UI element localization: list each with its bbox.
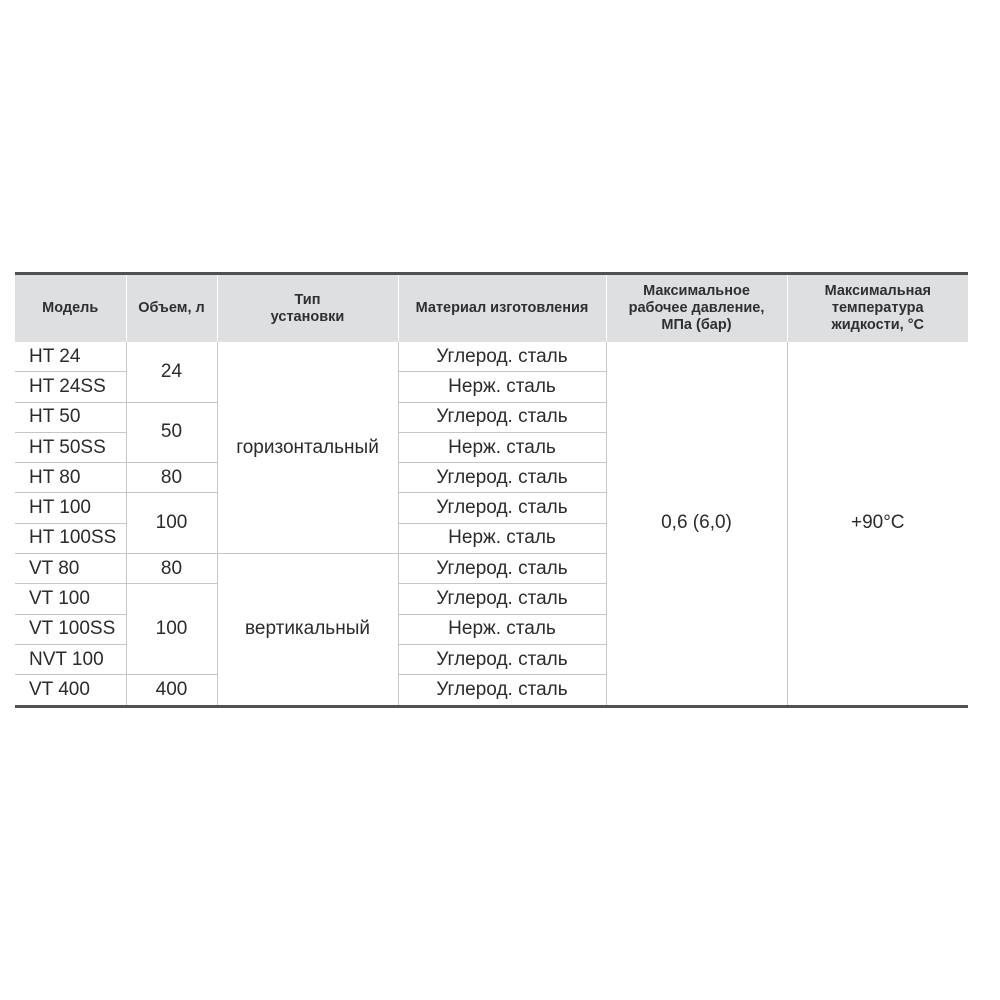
temperature-cell: +90°C [787,342,968,706]
model-cell: HT 24SS [15,372,126,402]
table-row [15,342,968,372]
model-cell: VT 80 [15,554,126,584]
material-cell: Нерж. сталь [398,614,606,644]
material-cell: Нерж. сталь [398,523,606,553]
material-cell: Углерод. сталь [398,675,606,706]
header-model: Модель [15,274,126,343]
header-install-type: Тип установки [217,274,398,343]
model-cell: HT 50 [15,402,126,432]
material-cell: Нерж. сталь [398,372,606,402]
install-type-cell: вертикальный [217,554,398,706]
volume-cell: 24 [126,342,217,402]
volume-cell: 100 [126,584,217,675]
material-cell: Углерод. сталь [398,554,606,584]
material-cell: Углерод. сталь [398,493,606,523]
table-header-row [15,274,968,343]
model-cell: VT 100SS [15,614,126,644]
volume-cell: 400 [126,675,217,706]
model-cell: HT 100 [15,493,126,523]
material-cell: Нерж. сталь [398,432,606,462]
material-cell: Углерод. сталь [398,644,606,674]
material-cell: Углерод. сталь [398,402,606,432]
model-cell: HT 24 [15,342,126,372]
header-temperature: Максимальная температура жидкости, °С [787,274,968,343]
header-pressure: Максимальное рабочее давление, МПа (бар) [606,274,787,343]
model-cell: VT 400 [15,675,126,706]
volume-cell: 80 [126,554,217,584]
material-cell: Углерод. сталь [398,342,606,372]
model-cell: HT 80 [15,463,126,493]
model-cell: HT 100SS [15,523,126,553]
model-cell: HT 50SS [15,432,126,462]
volume-cell: 80 [126,463,217,493]
header-volume: Объем, л [126,274,217,343]
volume-cell: 100 [126,493,217,554]
material-cell: Углерод. сталь [398,584,606,614]
install-type-cell: горизонтальный [217,342,398,554]
pressure-cell: 0,6 (6,0) [606,342,787,706]
model-cell: VT 100 [15,584,126,614]
header-material: Материал изготовления [398,274,606,343]
material-cell: Углерод. сталь [398,463,606,493]
spec-table [15,272,968,708]
volume-cell: 50 [126,402,217,463]
model-cell: NVT 100 [15,644,126,674]
